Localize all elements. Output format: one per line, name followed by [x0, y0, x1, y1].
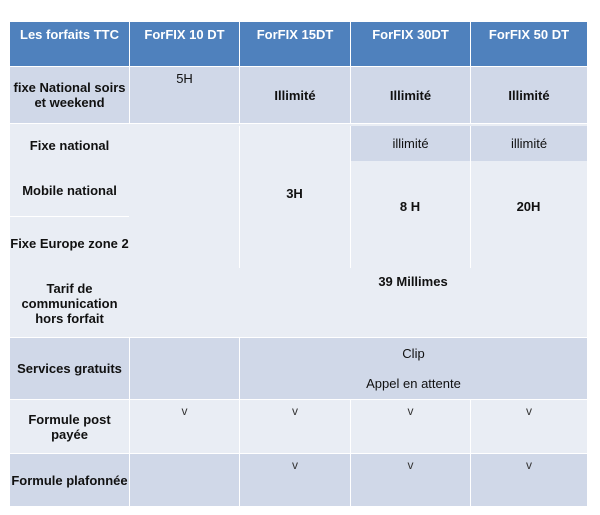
header-forfix-50 [470, 22, 587, 66]
check-icon: v [526, 458, 532, 472]
cell-post-payee-f50 [470, 399, 587, 453]
row-tarif-label-text: Tarif de communication hors forfait [21, 281, 118, 326]
row-plafonnee-label [10, 453, 129, 506]
row-post-payee-label [10, 399, 129, 453]
header-forfix-30-text: ForFIX 30DT [372, 27, 449, 42]
row-national-weekend-label [10, 66, 129, 123]
header-forfix-10-text: ForFIX 10 DT [144, 27, 225, 42]
cell-fixe-national-f50 [470, 126, 587, 161]
cell-weekend-f30 [350, 66, 470, 123]
cell-fixe-national-f30-text: illimité [392, 136, 429, 151]
cell-services-appel: Appel en attente [366, 376, 461, 392]
cell-post-payee-f15 [239, 399, 350, 453]
header-forfix-50-text: ForFIX 50 DT [488, 27, 570, 42]
cell-services-value [239, 337, 587, 399]
row-services-label-text: Services gratuits [17, 361, 122, 376]
cell-plafonnee-f30 [350, 453, 470, 506]
row-europe-label [10, 216, 129, 270]
check-icon: v [407, 404, 414, 418]
header-forfix-10 [129, 22, 239, 66]
cell-services-clip: Clip [402, 345, 425, 361]
cell-fixe-national-f50-text: illimité [510, 136, 548, 151]
header-forfix-15 [239, 22, 350, 66]
check-icon: v [526, 404, 532, 418]
row-services-label [10, 337, 129, 399]
cell-weekend-f15-text: Illimité [274, 87, 316, 103]
row-national-weekend-label-text: fixe National soirs et weekend [13, 80, 126, 110]
cell-block-f50 [470, 188, 587, 224]
cell-plafonnee-f50 [470, 453, 587, 506]
row-plafonnee-label-text: Formule plafonnée [11, 472, 128, 488]
cell-weekend-f50-text: Illimité [508, 87, 550, 103]
cell-tarif-value [239, 266, 587, 296]
row-tarif-label [10, 270, 129, 337]
cell-post-payee-f30 [350, 399, 470, 453]
cell-plafonnee-f15 [239, 453, 350, 506]
row-post-payee-label-text: Formule post payée [28, 411, 111, 442]
header-forfaits [10, 22, 129, 66]
cell-weekend-f50 [470, 66, 587, 123]
cell-tarif-value-text: 39 Millimes [378, 273, 448, 289]
divider-row-europe [10, 216, 129, 217]
header-forfaits-text: Les forfaits TTC [20, 27, 119, 42]
cell-plafonnee-f10 [129, 453, 239, 506]
cell-block-f50-text: 20H [516, 198, 541, 214]
row-mobile-label-text: Mobile national [22, 182, 117, 198]
check-icon: v [407, 458, 414, 472]
cell-block-f30-text: 8 H [399, 198, 421, 214]
cell-post-payee-f10 [129, 399, 239, 453]
cell-weekend-f10 [129, 66, 239, 123]
check-icon: v [292, 404, 298, 418]
cell-block-f15 [239, 175, 350, 211]
cell-fixe-national-f30 [350, 126, 470, 161]
row-europe-label-text: Fixe Europe zone 2 [10, 235, 129, 251]
cell-weekend-f10-text: 5H [176, 71, 193, 86]
cell-block-f15-text: 3H [286, 185, 303, 201]
check-icon: v [292, 458, 298, 472]
cell-weekend-f30-text: Illimité [389, 87, 432, 103]
row-fixe-national-label [10, 126, 129, 164]
row-fixe-national-label-text: Fixe national [29, 137, 110, 153]
header-forfix-30 [350, 22, 470, 66]
cell-block-f30 [350, 188, 470, 224]
cell-services-f10 [129, 337, 239, 399]
row-mobile-label [10, 164, 129, 216]
header-forfix-15-text: ForFIX 15DT [256, 27, 334, 42]
cell-weekend-f15 [239, 66, 350, 123]
check-icon: v [181, 404, 188, 418]
